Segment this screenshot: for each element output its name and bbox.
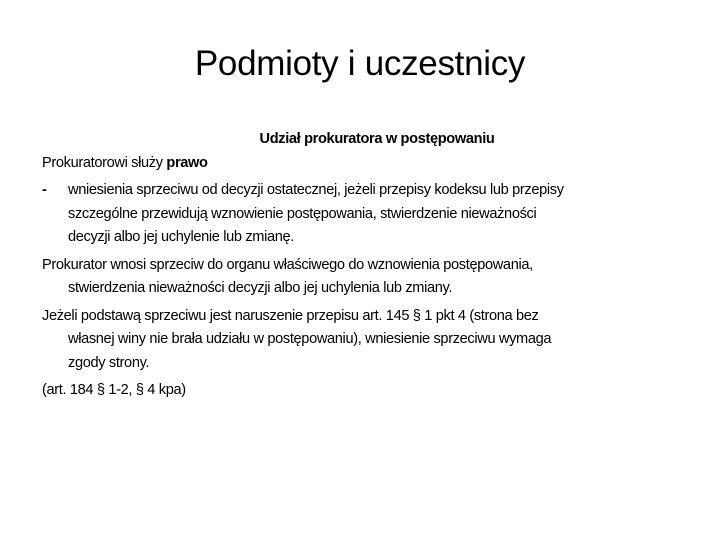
slide-title: Podmioty i uczestnicy: [194, 44, 526, 83]
intro-bold: prawo: [166, 154, 208, 171]
slide-body: [42, 128, 692, 403]
paragraph-line: własnej winy nie brała udziału w postępowaniu), wniesienie sprzeciwu wymaga: [68, 331, 552, 347]
intro-text: Prokuratorowi służy: [42, 154, 167, 171]
paragraph-line: Prokurator wnosi sprzeciw do organu właściwego do wznowienia postępowania,: [42, 256, 533, 273]
intro-line: [42, 152, 692, 176]
bullet-item: [42, 179, 692, 250]
section-heading: Udział prokuratora w postępowaniu: [259, 131, 495, 147]
bullet-line: wniesienia sprzeciwu od decyzji ostatecznej, jeżeli przepisy kodeksu lub przepisy: [68, 182, 564, 198]
bullet-line: szczególne przewidują wznowienie postępowania, stwierdzenie nieważności: [68, 205, 537, 222]
paragraph-line: Jeżeli podstawą sprzeciwu jest naruszenie przepisu art. 145 § 1 pkt 4 (strona bez: [42, 307, 539, 324]
paragraph-objection: [42, 254, 692, 301]
legal-citation: (art. 184 § 1-2, § 4 kpa): [42, 382, 186, 398]
paragraph-line: zgody strony.: [68, 354, 150, 371]
bullet-marker: -: [42, 182, 47, 198]
paragraph-line: stwierdzenia nieważności decyzji albo jej uchylenia lub zmiany.: [68, 280, 453, 296]
paragraph-consent: [42, 305, 692, 376]
bullet-line: decyzji albo jej uchylenie lub zmianę.: [68, 229, 295, 245]
